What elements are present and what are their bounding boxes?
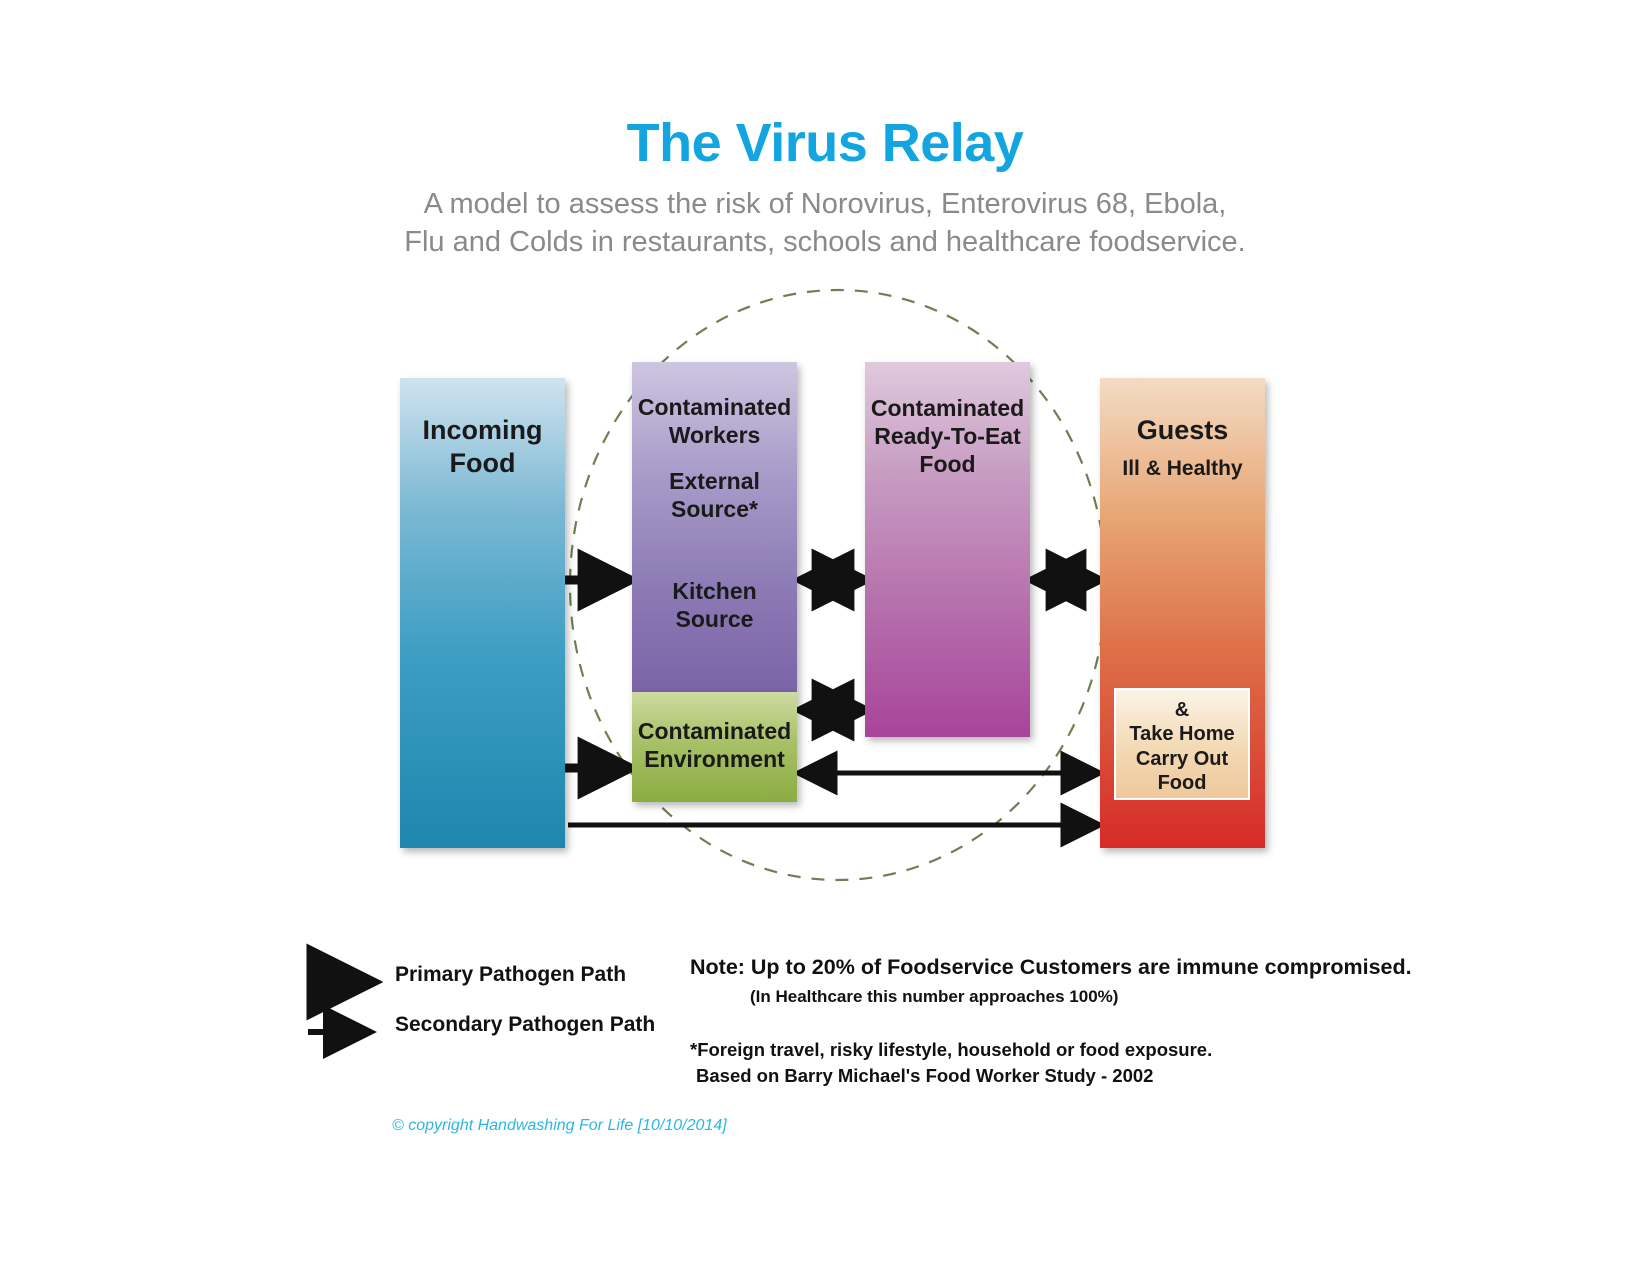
node-incoming-food-label (400, 414, 565, 480)
note-footnote-2: Based on Barry Michael's Food Worker Study - 2002 (696, 1065, 1154, 1086)
subtitle-line-1: A model to assess the risk of Norovirus, Enterovirus 68, Ebola, (423, 188, 1227, 220)
legend-item-primary-label: Primary Pathogen Path (395, 963, 627, 986)
label-line: External (669, 468, 760, 494)
legend (305, 955, 725, 1055)
node-guests-label: Guests (1136, 415, 1229, 445)
subtitle-line-2: Flu and Colds in restaurants, schools and healthcare foodservice. (404, 226, 1246, 259)
node-contaminated-environment-label (632, 718, 797, 773)
label-line: Ready-To-Eat (874, 423, 1021, 450)
note-main: Note: Up to 20% of Foodservice Customers are immune compromised. (690, 955, 1412, 979)
label-line: Workers (668, 421, 761, 448)
label-line: Take Home (1129, 723, 1235, 746)
node-incoming-food[interactable] (400, 378, 565, 848)
label-line: & (1174, 699, 1190, 721)
label-line: Food (449, 447, 516, 478)
node-contaminated-workers[interactable] (632, 362, 797, 692)
node-contaminated-environment[interactable] (632, 692, 797, 802)
label-line: Contaminated (637, 718, 792, 744)
node-kitchen-source-label (632, 578, 797, 633)
label-line: Environment (644, 745, 785, 772)
notes-block (690, 955, 1450, 1087)
label-line: Kitchen (672, 578, 757, 604)
label-line: Contaminated (637, 394, 792, 420)
node-take-home-carry-out-food-label (1116, 698, 1248, 796)
legend-item-secondary (305, 1005, 725, 1055)
node-contaminated-workers-label (632, 394, 797, 449)
label-line: Incoming (422, 415, 543, 445)
legend-item-primary (305, 955, 725, 1005)
page-title: The Virus Relay (626, 113, 1024, 173)
node-guests-sublabel: Ill & Healthy (1122, 457, 1243, 480)
label-line: Carry Out (1135, 747, 1229, 770)
legend-item-secondary-label: Secondary Pathogen Path (395, 1013, 656, 1036)
label-line: Source* (671, 495, 758, 522)
label-line: Source (675, 605, 754, 632)
node-contaminated-ready-to-eat-food-label (865, 394, 1030, 478)
node-take-home-carry-out-food[interactable] (1114, 688, 1250, 800)
label-line: Contaminated (870, 395, 1025, 421)
note-footnote-1: *Foreign travel, risky lifestyle, household or food exposure. (690, 1039, 1213, 1060)
note-sub: (In Healthcare this number approaches 100%) (750, 987, 1119, 1006)
label-line: Food (919, 451, 976, 478)
copyright-text: © copyright Handwashing For Life [10/10/2014] (392, 1117, 727, 1134)
node-external-source-label (632, 468, 797, 523)
node-contaminated-ready-to-eat-food[interactable] (865, 362, 1030, 737)
label-line: Food (1157, 772, 1207, 795)
